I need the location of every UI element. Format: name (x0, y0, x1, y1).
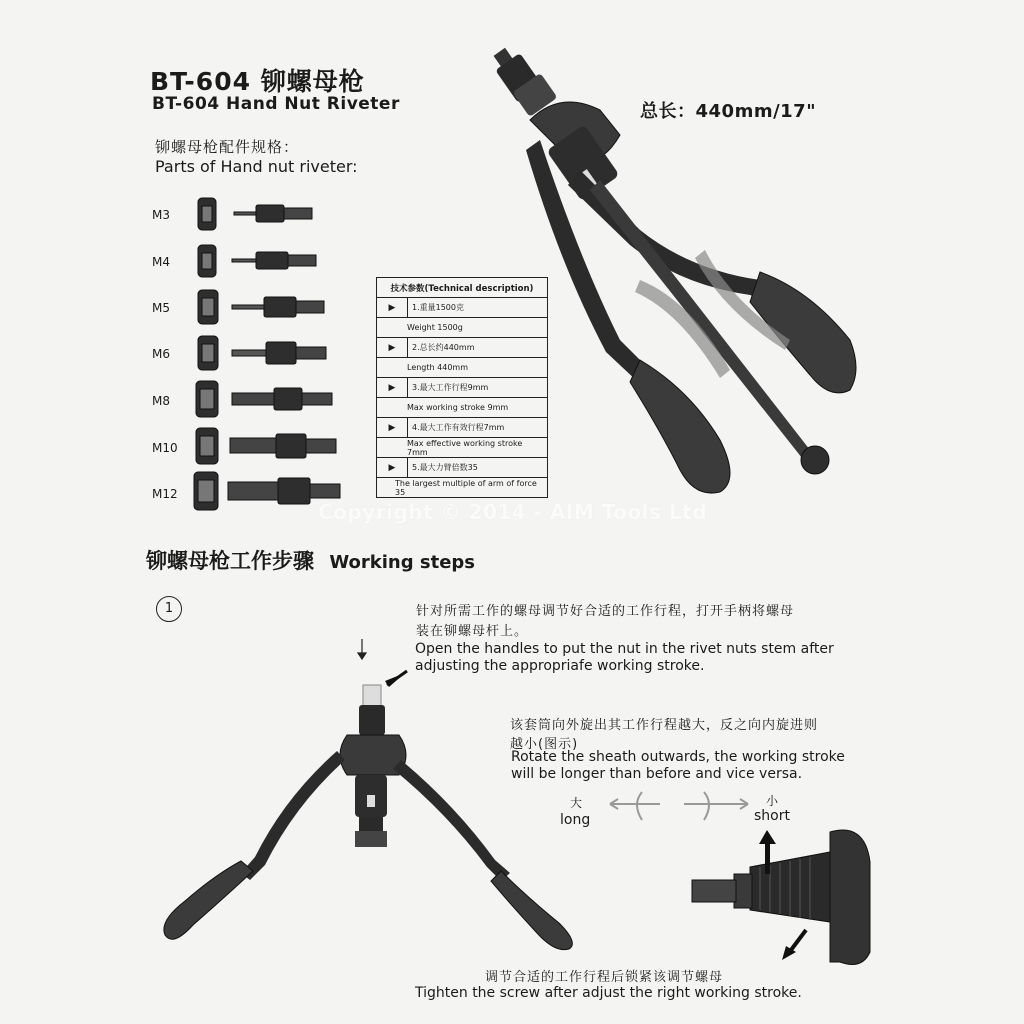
working-steps-heading-en: Working steps (329, 552, 475, 573)
mandrel-icon (232, 342, 326, 364)
sheath-closeup-illustration (690, 822, 880, 972)
instruction2-cn-line2: 越小(图示) (510, 737, 579, 752)
mandrel-icon (232, 388, 332, 410)
rotate-outward-arrow-icon (610, 792, 660, 820)
short-label-cn: 小 (766, 794, 779, 808)
total-length: 总长：440mm/17" (640, 101, 817, 122)
nut-icon (198, 290, 218, 324)
tech-row-cn: 2.总长约440mm (408, 338, 548, 358)
tech-table-header: 技术参数(Technical description) (377, 278, 548, 298)
page-title-en: BT-604 Hand Nut Riveter (152, 94, 400, 114)
tech-row-cn: 1.重量1500克 (408, 298, 548, 318)
parts-heading-en: Parts of Hand nut riveter: (155, 157, 358, 176)
mandrel-icon (232, 297, 324, 317)
long-label-en: long (560, 812, 591, 828)
instruction2-en-line1: Rotate the sheath outwards, the working stroke (511, 749, 845, 765)
page-title-cn: BT-604 铆螺母枪 (150, 67, 365, 96)
mandrel-icon (234, 205, 312, 222)
step-number-badge: 1 (156, 596, 182, 622)
nut-icon (196, 381, 218, 417)
part-size-label: M3 (152, 208, 170, 222)
triangle-bullet-icon: ▶ (377, 298, 408, 318)
tech-row-cn: 3.最大工作行程9mm (408, 378, 548, 398)
instruction3-en: Tighten the screw after adjust the right working stroke. (415, 985, 802, 1001)
rotate-inward-arrow-icon (684, 792, 748, 820)
working-steps-heading (146, 545, 475, 575)
open-riveter-illustration (155, 635, 585, 960)
tech-row-cn: 5.最大力臂倍数35 (408, 458, 548, 478)
diagonal-arrow-icon (782, 930, 806, 960)
part-size-label: M8 (152, 394, 170, 408)
down-arrow-icon (358, 639, 366, 659)
long-label-cn: 大 (570, 796, 583, 810)
parts-illustration (190, 192, 370, 512)
hand-nut-riveter-illustration (490, 40, 880, 500)
tech-row-en: Weight 1500g (377, 318, 548, 338)
tech-row-cn: 4.最大工作有效行程7mm (408, 418, 548, 438)
tech-row-en: Max working stroke 9mm (377, 398, 548, 418)
grip-icon (630, 360, 730, 493)
pointer-arrow-icon (385, 671, 407, 687)
rivet-nut-icon (363, 685, 381, 707)
instruction1-cn-line1: 针对所需工作的螺母调节好合适的工作行程，打开手柄将螺母 (416, 604, 795, 619)
mandrel-icon (230, 434, 336, 458)
instruction1-en-line1: Open the handles to put the nut in the rivet nuts stem after (415, 641, 834, 657)
short-label-en: short (754, 808, 790, 824)
nut-icon (196, 428, 218, 464)
instruction2-en-line2: will be longer than before and vice versa. (511, 766, 803, 782)
triangle-bullet-icon: ▶ (377, 418, 408, 438)
tech-row-en: The largest multiple of arm of force 35 (377, 478, 548, 498)
nut-icon (198, 336, 218, 370)
grip-icon (164, 861, 253, 939)
tech-row-en: Max effective working stroke 7mm (377, 438, 548, 458)
part-size-label: M5 (152, 301, 170, 315)
part-size-label: M12 (152, 487, 178, 501)
triangle-bullet-icon: ▶ (377, 378, 408, 398)
tech-row-en: Length 440mm (377, 358, 548, 378)
part-size-label: M4 (152, 255, 170, 269)
mandrel-icon (232, 252, 316, 269)
copyright-watermark: Copyright © 2014 - AIM Tools Ltd (318, 500, 708, 524)
instruction1-cn-line2: 装在铆螺母杆上。 (416, 624, 529, 639)
instruction2-cn-line1: 该套筒向外旋出其工作行程越大，反之向内旋进则 (510, 718, 819, 733)
instruction1-en-line2: adjusting the appropriafe working stroke. (415, 658, 705, 674)
nut-icon (198, 198, 216, 230)
part-size-label: M10 (152, 441, 178, 455)
working-steps-heading-cn: 铆螺母枪工作步骤 (146, 549, 314, 573)
triangle-bullet-icon: ▶ (377, 458, 408, 478)
parts-heading-cn: 铆螺母枪配件规格： (155, 138, 300, 156)
part-size-label: M6 (152, 347, 170, 361)
nut-icon (194, 472, 218, 510)
instruction3-cn: 调节合适的工作行程后锁紧该调节螺母 (485, 970, 724, 985)
nut-icon (198, 245, 216, 277)
grip-icon (491, 871, 572, 950)
triangle-bullet-icon: ▶ (377, 338, 408, 358)
